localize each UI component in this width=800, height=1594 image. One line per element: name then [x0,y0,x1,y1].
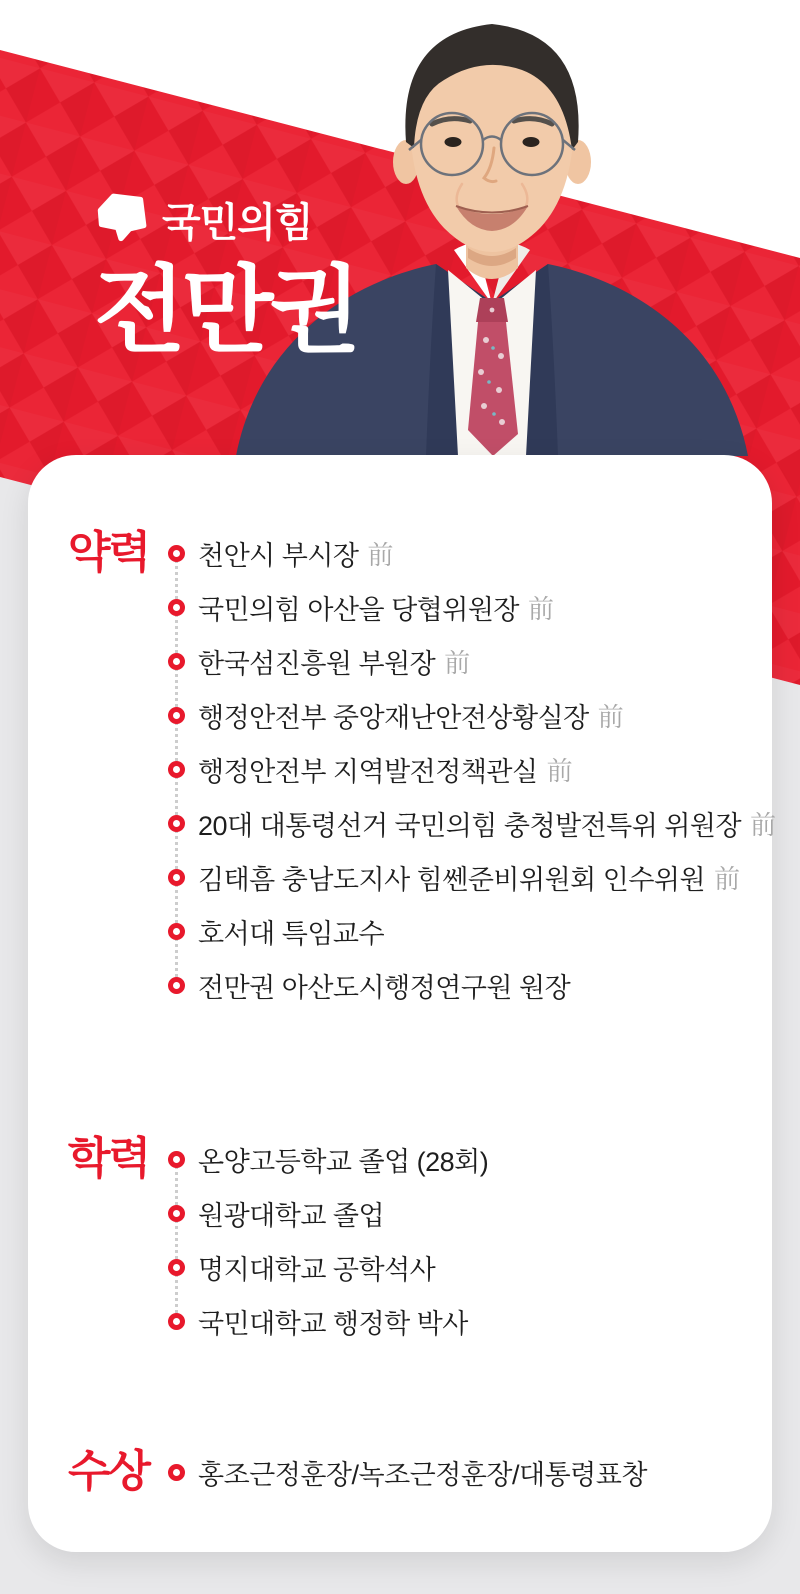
party-row [94,190,357,248]
bullet-icon [168,1259,185,1276]
bullet-icon [168,707,185,724]
section-career [68,526,777,1012]
item-text: 행정안전부 중앙재난안전상황실장 [198,702,589,733]
section-label: 수상 [68,1447,150,1496]
timeline [168,1445,647,1499]
eye-right [523,137,540,147]
bullet-icon [168,761,185,778]
bullet-icon [168,815,185,832]
item-text: 홍조근정훈장/녹조근정훈장/대통령표창 [198,1459,647,1490]
bullet-icon [168,599,185,616]
timeline-item [168,580,776,634]
profile-card [28,455,777,1552]
bullet-icon [168,923,185,940]
item-text: 행정안전부 지역발전정책관실 [198,756,538,787]
item-former-suffix: 前 [750,810,777,840]
header [94,190,358,364]
timeline-item [168,1294,488,1348]
section-education [68,1132,772,1348]
item-text: 김태흠 충남도지사 힘쎈준비위원회 인수위원 [198,864,706,895]
party-name: 국민의힘 [162,200,313,245]
timeline [168,1132,488,1348]
item-former-suffix: 前 [714,864,741,894]
item-text: 천안시 부시장 [198,540,359,571]
item-former-suffix: 前 [528,594,555,624]
item-text: 원광대학교 졸업 [198,1200,385,1231]
item-text: 국민대학교 행정학 박사 [198,1308,468,1339]
party-logo-icon [94,190,148,248]
timeline-item [168,634,776,688]
item-text: 호서대 특임교수 [198,918,385,949]
bullet-icon [168,653,185,670]
timeline-item [168,850,776,904]
bullet-icon [168,869,185,886]
item-text: 20대 대통령선거 국민의힘 충청발전특위 위원장 [198,810,742,841]
section-awards [68,1445,772,1499]
section-label: 학력 [68,1134,150,1183]
item-former-suffix: 前 [597,702,624,732]
bullet-icon [168,1205,185,1222]
item-text: 온양고등학교 졸업 (28회) [198,1146,489,1177]
bullet-icon [168,545,185,562]
timeline-item [168,904,776,958]
section-label: 약력 [68,528,150,577]
timeline-item [168,742,776,796]
timeline-item [168,688,776,742]
item-former-suffix: 前 [444,648,471,678]
timeline-item [168,526,776,580]
item-text: 전만권 아산도시행정연구원 원장 [198,972,571,1003]
bullet-icon [168,1151,185,1168]
item-former-suffix: 前 [546,756,573,786]
bullet-icon [168,1313,185,1330]
timeline [168,526,776,1012]
timeline-item [168,1132,488,1186]
bullet-icon [168,1464,185,1481]
timeline-item [168,1445,647,1499]
item-text: 국민의힘 아산을 당협위원장 [198,594,519,625]
candidate-name: 전만권 [94,258,358,364]
timeline-item [168,1186,488,1240]
eye-left [445,137,462,147]
timeline-item [168,958,776,1012]
item-former-suffix: 前 [367,540,394,570]
item-text: 한국섬진흥원 부원장 [198,648,436,679]
item-text: 명지대학교 공학석사 [198,1254,436,1285]
timeline-item [168,796,776,850]
timeline-item [168,1240,488,1294]
bullet-icon [168,977,185,994]
